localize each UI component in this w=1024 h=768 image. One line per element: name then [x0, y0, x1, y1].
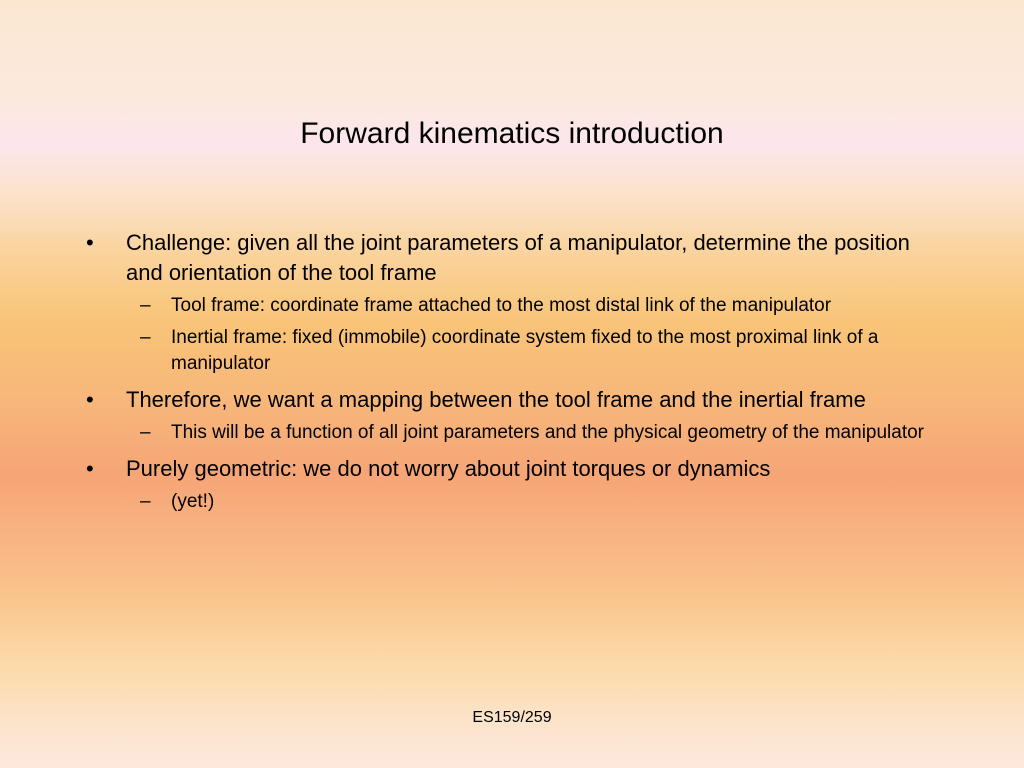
sub-bullet-text: This will be a function of all joint parameters and the physical geometry of the manipulator	[171, 422, 925, 443]
sub-bullet-text: Inertial frame: fixed (immobile) coordinate system fixed to the most proximal link of a manipulator	[171, 327, 879, 374]
sub-bullet-list	[126, 489, 936, 515]
bullet-text: Therefore, we want a mapping between the tool frame and the inertial frame	[126, 387, 866, 412]
bullet-icon: •	[86, 230, 94, 255]
bullet-list	[86, 228, 936, 521]
sub-bullet-text: Tool frame: coordinate frame attached to the most distal link of the manipulator	[171, 295, 832, 316]
bullet-item	[86, 385, 936, 446]
sub-bullet-item	[126, 489, 936, 515]
bullet-icon: •	[86, 456, 94, 481]
bullet-item	[86, 454, 936, 515]
bullet-icon: •	[86, 387, 94, 412]
bullet-item	[86, 228, 936, 377]
dash-icon: –	[140, 295, 151, 316]
sub-bullet-item	[126, 325, 936, 377]
slide-title: Forward kinematics introduction	[300, 117, 724, 150]
sub-bullet-list	[126, 293, 936, 377]
sub-bullet-text: (yet!)	[171, 491, 215, 512]
dash-icon: –	[140, 327, 151, 348]
bullet-text: Challenge: given all the joint parameters of a manipulator, determine the position and orientation of the tool frame	[126, 230, 910, 285]
dash-icon: –	[140, 422, 151, 443]
sub-bullet-item	[126, 420, 936, 446]
sub-bullet-list	[126, 420, 936, 446]
bullet-text: Purely geometric: we do not worry about joint torques or dynamics	[126, 456, 771, 481]
dash-icon: –	[140, 491, 151, 512]
slide-footer: ES159/259	[472, 709, 552, 726]
sub-bullet-item	[126, 293, 936, 319]
